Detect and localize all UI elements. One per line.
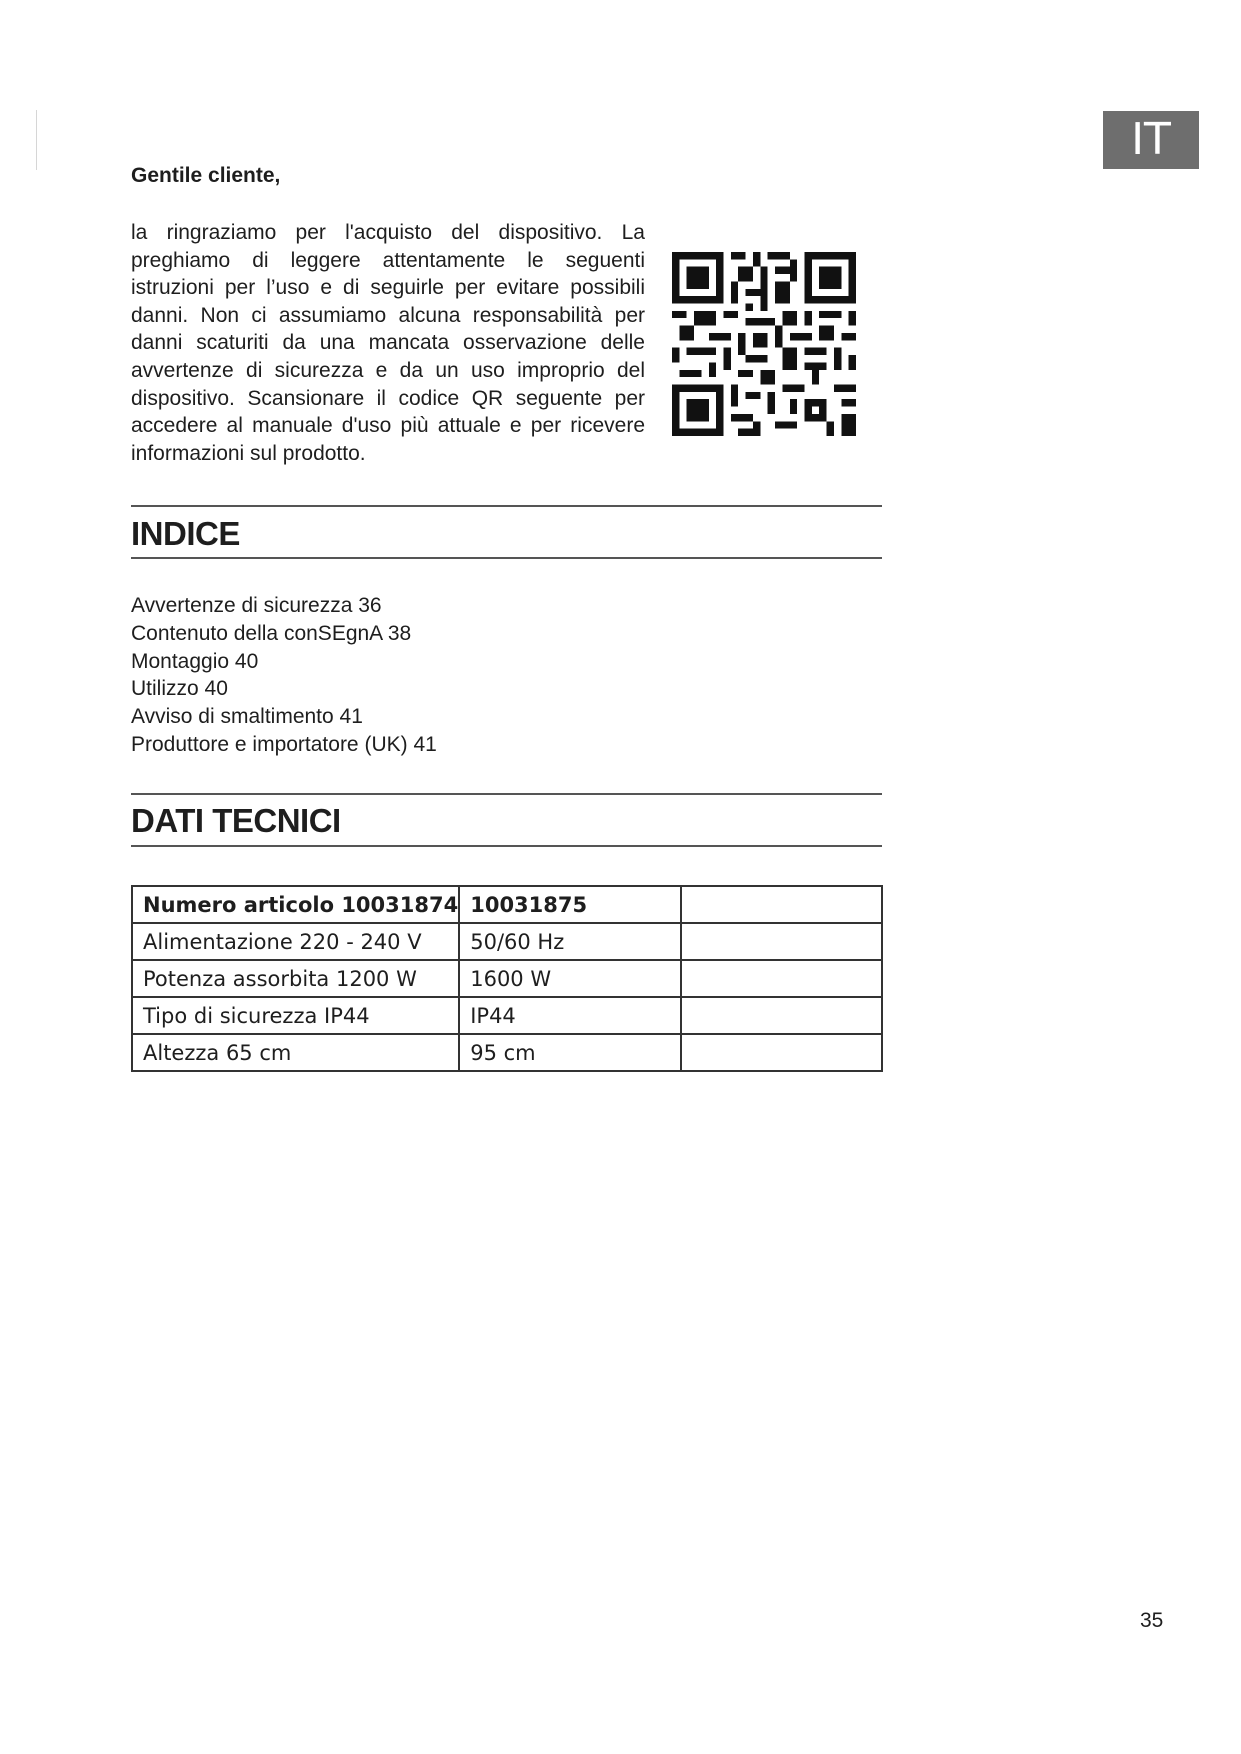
table-row xyxy=(132,997,882,1034)
index-item: Montaggio 40 xyxy=(131,649,259,673)
table-cell: Alimentazione 220 - 240 V xyxy=(132,923,459,960)
qr-code-icon xyxy=(672,252,856,436)
margin-line xyxy=(36,110,37,170)
index-item: Contenuto della conSEgnA 38 xyxy=(131,621,412,645)
table-cell: 95 cm xyxy=(459,1034,681,1071)
table-row xyxy=(132,886,882,923)
index-title: INDICE xyxy=(131,515,240,552)
index-item: Avviso di smaltimento 41 xyxy=(131,705,363,729)
table-cell xyxy=(681,923,882,960)
table-cell: 10031875 xyxy=(459,886,681,923)
table-row xyxy=(132,960,882,997)
table-cell: Altezza 65 cm xyxy=(132,1034,459,1071)
index-item: Utilizzo 40 xyxy=(131,677,228,701)
specs-table xyxy=(131,885,883,1072)
language-tab: IT xyxy=(1103,111,1199,169)
index-item: Produttore e importatore (UK) 41 xyxy=(131,732,437,756)
table-cell xyxy=(681,1034,882,1071)
intro-text: la ringraziamo per l'acquisto del dispositivo. La preghiamo di leggere attentamente le seguenti istruzioni per l’uso e di seguirle per evitare possibili danni. Non ci assumiamo alcuna responsabilità per danni scaturiti da una mancata osservazione delle avvertenze di sicurezza e da un uso improprio del dispositivo. Scansionare il codice QR seguente per accedere al manuale d'uso più attuale e per ricevere informazioni sul prodotto. xyxy=(131,221,645,465)
greeting: Gentile cliente, xyxy=(131,164,281,187)
index-bottom-rule xyxy=(131,557,882,559)
table-cell xyxy=(681,886,882,923)
intro-paragraph xyxy=(131,219,645,467)
index-top-rule xyxy=(131,505,882,507)
table-cell: IP44 xyxy=(459,997,681,1034)
table-row xyxy=(132,1034,882,1071)
table-cell xyxy=(681,997,882,1034)
table-cell: 1600 W xyxy=(459,960,681,997)
table-cell: 50/60 Hz xyxy=(459,923,681,960)
specs-top-rule xyxy=(131,793,882,795)
table-cell xyxy=(681,960,882,997)
page-number: 35 xyxy=(1140,1609,1164,1632)
table-cell: Potenza assorbita 1200 W xyxy=(132,960,459,997)
index-item: Avvertenze di sicurezza 36 xyxy=(131,594,382,617)
table-row xyxy=(132,923,882,960)
index-list xyxy=(131,592,437,759)
table-cell: Numero articolo 10031874 xyxy=(132,886,459,923)
table-cell: Tipo di sicurezza IP44 xyxy=(132,997,459,1034)
specs-title: DATI TECNICI xyxy=(131,802,341,839)
specs-bottom-rule xyxy=(131,845,882,847)
